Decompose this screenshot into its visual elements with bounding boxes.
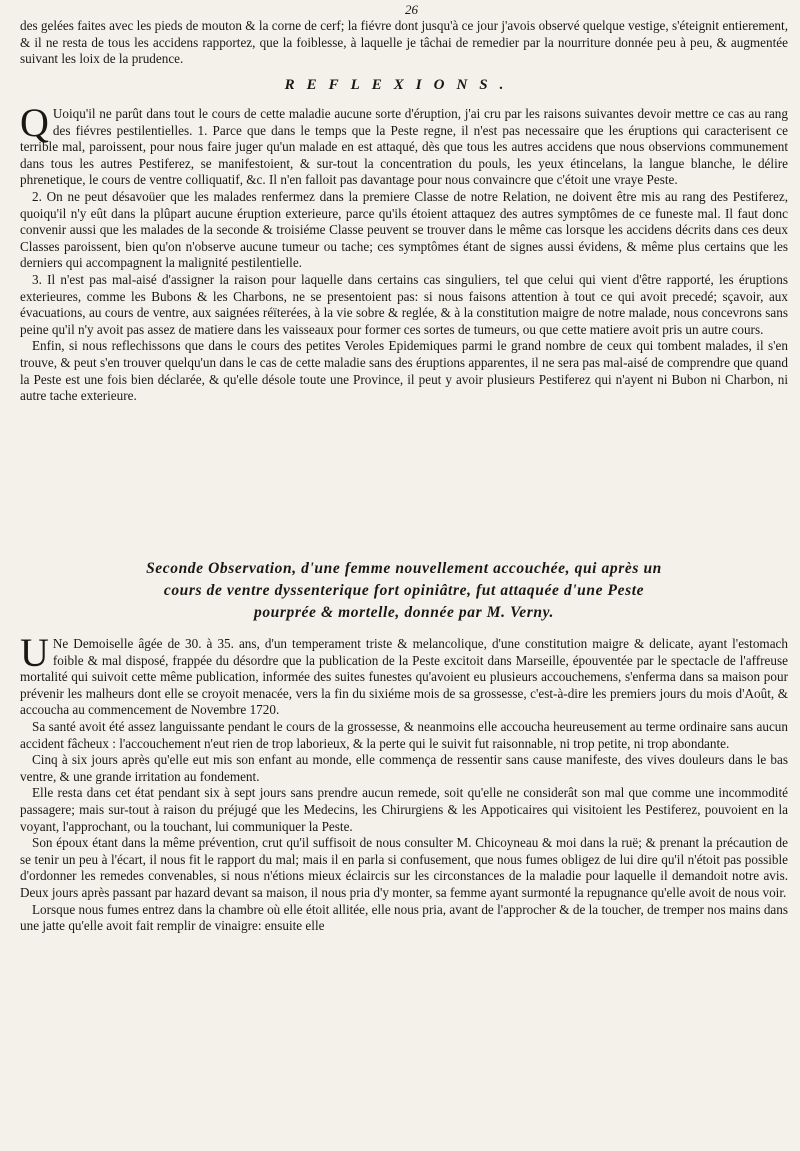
observation-paragraph-5: Son époux étant dans la même prévention, crut qu'il suffisoit de nous consulter M. Chicoyneau & moi dans la ruë; & prenant la précaution de se tenir un peu à l'écart, il nous fit le rapport du mal; mais il en parla si confusement, que nous fumes obligez de lui dire qu'il n'étoit pas possible d'ordonner les remedes convenables, si nous n'étions mieux éclaircis sur les circonstances de la maladie pour laquelle il demandoit notre avis. Deux jours après passant par hazard devant sa maison, il nous pria d'y monter, sa femme ayant surmonté la repugnance qu'elle avoit de nous voir. — [20, 835, 788, 900]
observation-paragraph-6: Lorsque nous fumes entrez dans la chambre où elle étoit allitée, elle nous pria, avant de l'approcher & de la toucher, de tremper nos mains dans une jatte qu'elle avoit fait remplir de vinaigre: ensuite elle — [20, 901, 788, 934]
observation-heading-line-2: cours de ventre dyssenterique fort opiniâtre, fut attaquée d'une Peste — [163, 582, 645, 599]
dropcap-letter: Q — [20, 100, 49, 145]
observation-paragraph-1: U Ne Demoiselle âgée de 30. à 35. ans, d'un temperament triste & melancolique, d'une constitution maigre & delicate, ayant l'estomach foible & mal disposé, frappée du désordre que la publication de la Peste excitoit dans Marseille, épouventée par le spectacle de l'affreuse mortalité qui suivoit cette même publication, informée des suites funestes qu'avoient eu plusieurs accouchemens, s'enferma dans sa maison pour prévenir les malheurs dont elle se croyoit menacée, vers la fin du sixiéme mois de sa grossesse, c'est-à-dire les premiers jours du mois d'Août, & accoucha au commencement de Novembre 1720. — [20, 630, 788, 718]
observation-heading-line-3: pourprée & mortelle, donnée par M. Verny. — [253, 604, 554, 621]
page-number: 26 — [405, 2, 418, 17]
reflexions-paragraph-4: Enfin, si nous reflechissons que dans le cours des petites Veroles Epidemiques parmi le grand nombre de ceux qui tombent malades, il s'en trouve, & peut s'en trouver quelqu'un dans le cas de cette maladie sans des éruptions apparentes, il ne sera pas mal-aisé de comprendre que quand la Peste est une fois bien déclarée, & qu'elle désole toute une Province, il peut y avoir plusieurs Pestiferez qui n'ayent ni Bubon ni Charbon, ni autre tache exterieure. — [20, 338, 788, 404]
observation-paragraph-3: Cinq à six jours après qu'elle eut mis son enfant au monde, elle commença de ressentir sans cause manifeste, des vives douleurs dans le bas ventre, & une grande irritation au fondement. — [20, 752, 788, 784]
dropcap-letter: U — [20, 630, 49, 675]
observation-heading — [20, 558, 788, 624]
reflexions-paragraph-1: Q Uoiqu'il ne parût dans tout le cours de cette maladie aucune sorte d'éruption, j'ai cru par les raisons suivantes devoir mettre ce cas au rang des fiévres pestilentielles. 1. Parce que dans le temps que la Peste regne, il n'est pas necessaire que les éruptions qui caracterisent ce terrible mal, paroissent, pour nous faire juger qu'un malade en est attaqué, dès que tous les autres accidens que nous observions communement dans tous les autres Pestiferez, se manifestoient, & sur-tout la concentration du pouls, les yeux étincelans, la langue blanche, le délire phrenetique, le cours de ventre colliquatif, &c. Il n'en falloit pas davantage pour nous convaincre que c'étoit une vraye Peste. — [20, 100, 788, 188]
reflexions-paragraph-3: 3. Il n'est pas mal-aisé d'assigner la raison pour laquelle dans certains cas singuliers, tel que celui qui vient d'être rapporté, les éruptions exterieures, comme les Bubons & les Charbons, ne se presentoient pas: si nous faisons attention à tout ce qui avoit precedé; sçavoir, aux évacuations, au cours de ventre, aux saignées réïterées, à la vie sobre & reglée, & à la constitution maigre de notre malade, nous concevrons sans peine qu'il n'y avoit pas assez de matiere dans les vaisseaux pour former ces sortes de tumeurs, ou que cette matiere avoit pris un autre cours. — [20, 271, 788, 337]
reflexions-section — [20, 100, 788, 405]
observation-section — [20, 630, 788, 935]
reflexions-paragraph-2: 2. On ne peut désavoüer que les malades renfermez dans la premiere Classe de notre Relation, ne doivent être mis au rang des Pestiferez, quoiqu'il n'y eût dans la plûpart aucune éruption exterieure, parce qu'ils étoient attaquez des autres symptômes de ce funeste mal. Il faut donc convenir aussi que les malades de la seconde & troisiéme Classe peuvent se trouver dans le même cas lorsque les accidens décrits dans ces deux Classes paroissent, bien qu'on n'observe aucune tumeur ou tache; ces symptômes étant de signes aussi évidens, & même plus certains que les derniers qui accompagnent la malignité pestilentielle. — [20, 188, 788, 271]
observation-heading-line-1: Seconde Observation, d'une femme nouvellement accouchée, qui après un — [146, 560, 662, 577]
opening-paragraph — [20, 18, 788, 68]
opening-paragraph-text: des gelées faites avec les pieds de mouton & la corne de cerf; la fiévre dont jusqu'à ce jour j'avois observé quelque vestige, s'éteignit entierement, & il ne resta de tous les accidens rapportez, que la foiblesse, à laquelle je tâchai de remedier par la nourriture donnée peu à peu, & augmentée suivant les loix de la prudence. — [20, 18, 788, 67]
observation-paragraph-4: Elle resta dans cet état pendant six à sept jours sans prendre aucun remede, soit qu'elle ne considerât son mal que comme une incommodité passagere; mais sur-tout à raison du préjugé que les Medecins, les Chirurgiens & les Appoticaires qui visitoient les Pestiferez, pouvoient en la voyant, l'approchant, ou la touchant, lui communiquer la Peste. — [20, 785, 788, 834]
reflexions-heading: REFLEXIONS. — [284, 77, 516, 93]
observation-paragraph-2: Sa santé avoit été assez languissante pendant le cours de la grossesse, & neanmoins elle accoucha heureusement au terme ordinaire sans aucun accident fâcheux : l'accouchement n'eut rien de trop laborieux, & la perte qui le suivit fut raisonnable, ni trop petite, ni trop abondante. — [20, 718, 788, 751]
